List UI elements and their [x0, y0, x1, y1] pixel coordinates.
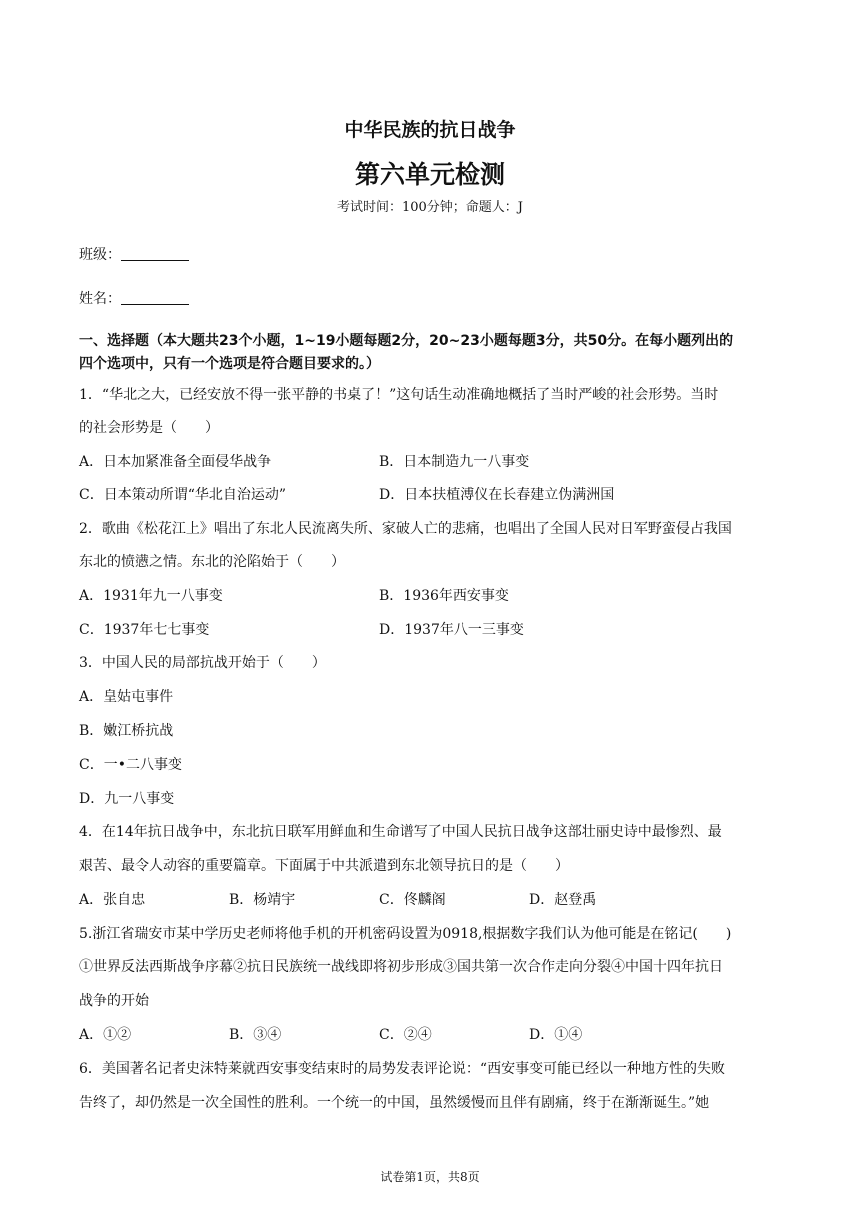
q4-option-d: D．赵登禹 — [529, 892, 597, 908]
q2-option-c: C．1937年七七事变 — [79, 622, 210, 638]
q2-stem-line2: 东北的愤懑之情。东北的沦陷始于（ ） — [79, 554, 345, 570]
q5-stem-line3: 战争的开始 — [79, 993, 149, 1009]
q3-option-a: A．皇姑屯事件 — [79, 689, 174, 705]
q4-stem-line2: 艰苦、最令人动容的重要篇章。下面属于中共派遣到东北领导抗日的是（ ） — [79, 858, 569, 874]
q2-stem-line1: 2．歌曲《松花江上》唱出了东北人民流离失所、家破人亡的悲痛，也唱出了全国人民对日军野蛮侵占我国 — [79, 521, 732, 537]
q5-stem-line1: 5.浙江省瑞安市某中学历史老师将他手机的开机密码设置为0918,根据数字我们认为他可能是在铭记( ) — [79, 926, 732, 942]
q2-option-a: A．1931年九一八事变 — [79, 588, 223, 604]
page-footer: 试卷第1页，共8页 — [380, 1170, 480, 1184]
section-heading-line2: 四个选项中，只有一个选项是符合题目要求的。） — [79, 356, 380, 372]
q6-stem-line2: 告终了，却仍然是一次全国性的胜利。一个统一的中国，虽然缓慢而且伴有剧痛，终于在渐渐诞生。”她 — [79, 1095, 710, 1111]
exam-title: 中华民族的抗日战争 — [344, 119, 516, 141]
q4-option-b: B．杨靖宇 — [229, 892, 296, 908]
exam-subtitle: 第六单元检测 — [354, 160, 505, 189]
q4-option-a: A．张自忠 — [79, 892, 146, 908]
q5-option-a: A．①② — [79, 1027, 132, 1043]
name-label: 姓名： — [79, 291, 121, 307]
name-field — [79, 288, 189, 308]
q5-option-b: B．③④ — [229, 1027, 282, 1043]
section-heading-line1: 一、选择题（本大题共23个小题，1~19小题每题2分，20~23小题每题3分，共50分。在每小题列出的 — [79, 333, 734, 349]
q1-option-b: B．日本制造九一八事变 — [379, 454, 530, 470]
q2-option-b: B．1936年西安事变 — [379, 588, 509, 604]
class-label: 班级： — [79, 247, 121, 263]
q1-option-d: D．日本扶植溥仪在长春建立伪满洲国 — [379, 487, 615, 503]
name-blank — [121, 290, 189, 305]
q6-stem-line1: 6．美国著名记者史沫特莱就西安事变结束时的局势发表评论说：“西安事变可能已经以一种地方性的失败 — [79, 1061, 726, 1077]
class-field — [79, 244, 189, 264]
q1-option-c: C．日本策动所谓“华北自治运动” — [79, 487, 287, 503]
q1-stem-line1: 1．“华北之大，已经安放不得一张平静的书桌了！”这句话生动准确地概括了当时严峻的社会形势。当时 — [79, 387, 719, 403]
q3-option-c: C．一•二八事变 — [79, 757, 182, 773]
q3-option-d: D．九一八事变 — [79, 791, 175, 807]
q2-option-d: D．1937年八一三事变 — [379, 622, 524, 638]
q5-option-d: D．①④ — [529, 1027, 583, 1043]
class-blank — [121, 246, 189, 261]
q1-stem-line2: 的社会形势是（ ） — [79, 420, 219, 436]
q3-option-b: B．嫩江桥抗战 — [79, 723, 174, 739]
q1-option-a: A．日本加紧准备全面侵华战争 — [79, 454, 272, 470]
q4-stem-line1: 4．在14年抗日战争中，东北抗日联军用鲜血和生命谱写了中国人民抗日战争这部壮丽史诗中最惨烈、最 — [79, 824, 722, 840]
q3-stem-line1: 3．中国人民的局部抗战开始于（ ） — [79, 655, 326, 671]
q4-option-c: C．佟麟阁 — [379, 892, 446, 908]
q5-stem-line2: ①世界反法西斯战争序幕②抗日民族统一战线即将初步形成③国共第一次合作走向分裂④中国十四年抗日 — [79, 959, 723, 975]
exam-meta: 考试时间：100分钟；命题人：J — [336, 200, 524, 215]
q5-option-c: C．②④ — [379, 1027, 432, 1043]
